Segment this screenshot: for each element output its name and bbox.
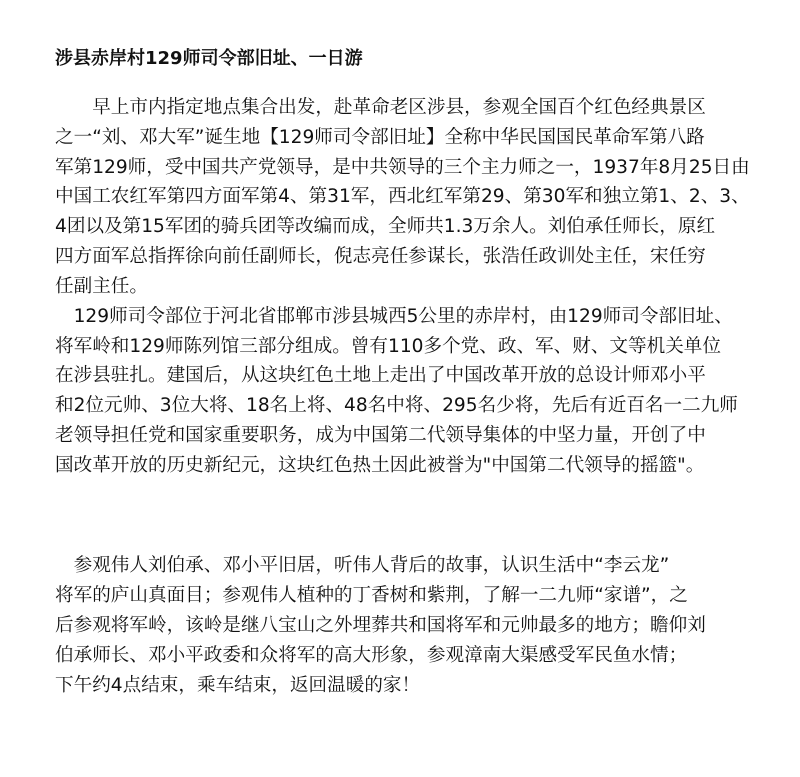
paragraph-2-line-2: 将军岭和129师陈列馆三部分组成。曾有110多个党、政、军、财、文等机关单位 <box>55 336 721 357</box>
paragraph-3-line-4: 伯承师长、邓小平政委和众将军的高大形象，参观漳南大渠感受军民鱼水情； <box>55 645 688 666</box>
paragraph-2-line-6: 国改革开放的历史新纪元，这块红色热土因此被誉为"中国第二代领导的摇篮"。 <box>55 455 705 476</box>
paragraph-1-line-6: 四方面军总指挥徐向前任副师长，倪志亮任参谋长，张浩任政训处主任，宋任穷 <box>55 246 706 267</box>
paragraph-1-line-7: 任副主任。 <box>55 276 148 297</box>
document-title: 涉县赤岸村129师司令部旧址、一日游 <box>55 48 363 69</box>
paragraph-3-line-1: 参观伟人刘伯承、邓小平旧居，听伟人背后的故事，认识生活中“李云龙” <box>55 555 670 576</box>
paragraph-2-line-1: 129师司令部位于河北省邯郸市涉县城西5公里的赤岸村，由129师司令部旧址、 <box>55 306 733 327</box>
paragraph-1-line-1: 早上市内指定地点集合出发，赴革命老区涉县，参观全国百个红色经典景区 <box>55 97 706 118</box>
paragraph-3-line-5: 下午约4点结束，乘车结束，返回温暖的家！ <box>55 675 421 696</box>
paragraph-2-line-5: 老领导担任党和国家重要职务，成为中国第二代领导集体的中坚力量，开创了中 <box>55 425 706 446</box>
paragraph-2-line-3: 在涉县驻扎。建国后，从这块红色土地上走出了中国改革开放的总设计师邓小平 <box>55 365 706 386</box>
paragraph-1-line-2: 之一“刘、邓大军”诞生地【129师司令部旧址】全称中华民国国民革命军第八路 <box>55 127 705 148</box>
paragraph-3-line-2: 将军的庐山真面目；参观伟人植种的丁香树和紫荆，了解一二九师“家谱”，之 <box>55 585 688 606</box>
paragraph-1-line-4: 中国工农红军第四方面军第4、第31军，西北红军第29、第30军和独立第1、2、3、 <box>55 186 750 207</box>
paragraph-1-line-5: 4团以及第15军团的骑兵团等改编而成，全师共1.3万余人。刘伯承任师长，原红 <box>55 216 716 237</box>
paragraph-3-line-3: 后参观将军岭，该岭是继八宝山之外埋葬共和国将军和元帅最多的地方；瞻仰刘 <box>55 615 706 636</box>
paragraph-1-line-3: 军第129师，受中国共产党领导，是中共领导的三个主力师之一，1937年8月25日由 <box>55 157 750 178</box>
paragraph-2-line-4: 和2位元帅、3位大将、18名上将、48名中将、295名少将，先后有近百名一二九师 <box>55 395 738 416</box>
